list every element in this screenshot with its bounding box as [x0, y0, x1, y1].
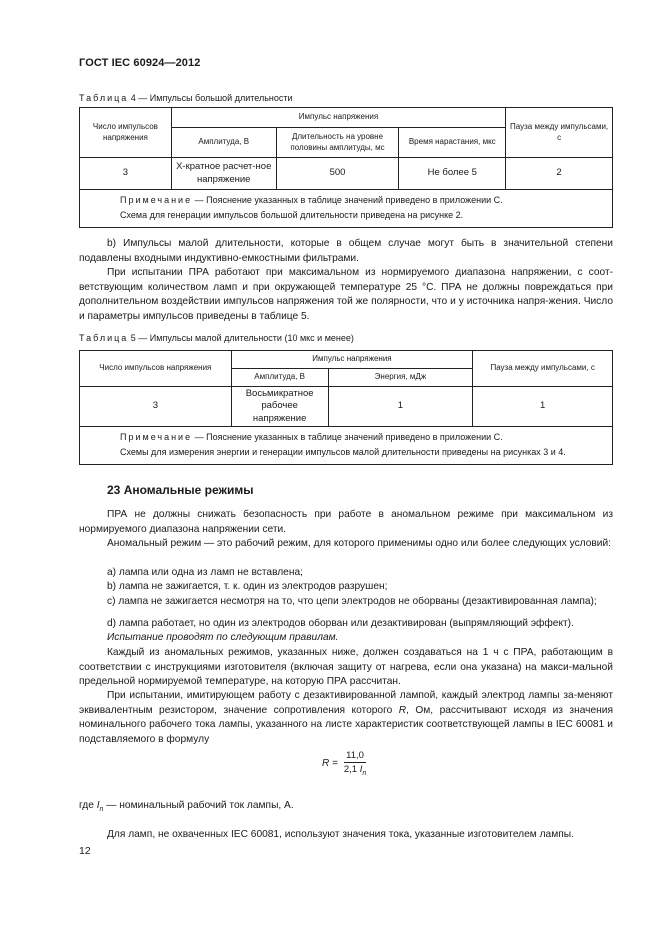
formula-fraction — [344, 750, 366, 777]
table5-cell-count: 3 — [80, 387, 232, 427]
where-prefix: где — [79, 800, 97, 811]
paragraph-4-variable: R — [398, 704, 407, 716]
paragraph-b: b) Импульсы малой длительности, которые в общем случае могут быть в значительной степени подавлены входными индуктивно-емкостными фильтрами. — [79, 238, 613, 264]
formula-den-coef: 2,1 — [343, 764, 360, 775]
table4-header-amplitude: Амплитуда, В — [171, 128, 276, 158]
list-item-b: b) лампа не зажигается, т. к. один из электродов разрушен; — [107, 581, 388, 592]
table4-note-line2: Схема для генерации импульсов большой длительности приведена на рисунке 2. — [120, 210, 464, 221]
table4-note — [80, 190, 613, 228]
table5-header-amplitude: Амплитуда, В — [231, 369, 328, 387]
section-paragraph-2: Аномальный режим — это рабочий режим, для которого применимы одно или более следующих условий: — [107, 538, 612, 549]
table5-header-energy: Энергия, мДж — [328, 369, 473, 387]
list-item-d: d) лампа работает, но один из электродов оборван или дезактивирован (выпрямляющий эффект). — [107, 618, 574, 629]
section-paragraph-1: ПРА не должны снижать безопасность при работе в аномальном режиме при максимальном из нормируемого диапазона напряжении сети. — [79, 509, 613, 535]
table5-header-count: Число импульсов напряжения — [80, 351, 232, 387]
table5-cell-pause: 1 — [473, 387, 613, 427]
formula-numerator: 11,0 — [346, 750, 364, 761]
section-title: Аномальные режимы — [123, 483, 254, 497]
formula-den-var: I — [359, 764, 363, 775]
table4-header-duration: Длительность на уровне половины амплитуды, мс — [276, 128, 399, 158]
table4-caption-word: Таблица — [79, 93, 129, 103]
table5-caption-word: Таблица — [79, 333, 129, 343]
paragraph-4-end: , Ом, рассчитывают исходя из значения номинального рабочего тока лампы, указанного на листе характеристик соответствующей лампы в IEC 60081 и подставляемого в формулу — [79, 704, 613, 745]
table4-note-word: Примечание — [120, 195, 193, 205]
table5-note — [80, 427, 613, 465]
table4-caption-title: 4 — Импульсы большой длительности — [128, 93, 293, 103]
table5-caption — [79, 333, 354, 343]
formula-lhs: R = — [322, 757, 338, 769]
table5-note-text: — Пояснение указанных в таблице значений приведено в приложении С. — [192, 432, 503, 443]
document-header: ГОСТ IEC 60924—2012 — [79, 57, 201, 69]
formula-den-sub: n — [362, 769, 367, 777]
where-var: I — [96, 800, 100, 811]
where-line — [79, 799, 613, 818]
section-paragraph-4 — [79, 689, 613, 747]
table4-note-text: — Пояснение указанных в таблице значений приведено в приложении С. — [192, 195, 503, 205]
table5-cell-energy: 1 — [328, 387, 473, 427]
list-item-c: c) лампа не зажигается несмотря на то, что цепи электродов не оборваны (дезактивированная лампа); — [107, 596, 597, 607]
list-item-a: a) лампа или одна из ламп не вставлена; — [107, 567, 303, 578]
table5-note-line2: Схемы для измерения энергии и генерации импульсов малой длительности приведены на рисунках 3 и 4. — [120, 447, 566, 458]
table4-header-group: Импульс напряжения — [171, 108, 505, 128]
paragraph-test: При испытании ПРА работают при максимальном из нормируемого диапазона напряжении, с соот-ветствующим количеством ламп и при окружающей температуре 25 °С. ПРА не должны повреждаться при дополнительном воздействии импульсов напряжения той же полярности, что и у источника напря-жения. Число и параметры импульсов приведены в таблице 5. — [79, 267, 613, 322]
section-paragraph-5: Для ламп, не охваченных IEC 60081, используют значения тока, указанные изготовителем лампы. — [107, 829, 574, 840]
table4-cell-count: 3 — [80, 158, 172, 190]
table4-cell-pause: 2 — [506, 158, 613, 190]
formula-denominator — [344, 763, 366, 777]
table4-caption — [79, 93, 293, 103]
table5-caption-title: 5 — Импульсы малой длительности (10 мкс и менее) — [128, 333, 354, 343]
table4-header-count: Число импульсов напряжения — [80, 108, 172, 158]
table4-header-pause: Пауза между импульсами, с — [506, 108, 613, 158]
table5-note-word: Примечание — [120, 432, 193, 443]
section-heading — [107, 483, 254, 497]
table5-header-pause: Пауза между импульсами, с — [473, 351, 613, 387]
table4-cell-duration: 500 — [276, 158, 399, 190]
section-paragraph-3: Каждый из аномальных режимов, указанных ниже, должен создаваться на 1 ч с ПРА, работающим в соответствии с инструкциями изготовителя (включая защиту от нагрева, если она указана) на макси-мальной предельной нормируемой температуре, на которую ПРА рассчитан. — [79, 647, 613, 687]
rules-italic: Испытание проводят по следующим правилам. — [107, 632, 339, 643]
paragraph-4-start: При испытании, имитирующем работу с дезактивированной лампой, каждый электрод лампы за-меняют эквивалентным резистором, значение сопротивления которого — [79, 690, 613, 716]
table4 — [79, 107, 613, 228]
table5-cell-amplitude: Восьмикратное рабочее напряжение — [231, 387, 328, 427]
table4-cell-rise: Не более 5 — [399, 158, 506, 190]
section-number: 23 — [107, 483, 121, 497]
page-number: 12 — [79, 845, 91, 857]
table4-cell-amplitude: Х-кратное расчет-ное напряжение — [171, 158, 276, 190]
table5 — [79, 350, 613, 465]
table4-header-rise: Время нарастания, мкс — [399, 128, 506, 158]
table5-header-group: Импульс напряжения — [231, 351, 473, 369]
where-text: — номинальный рабочий ток лампы, А. — [103, 800, 294, 811]
where-sub: n — [99, 806, 104, 814]
resistance-formula — [322, 750, 366, 777]
